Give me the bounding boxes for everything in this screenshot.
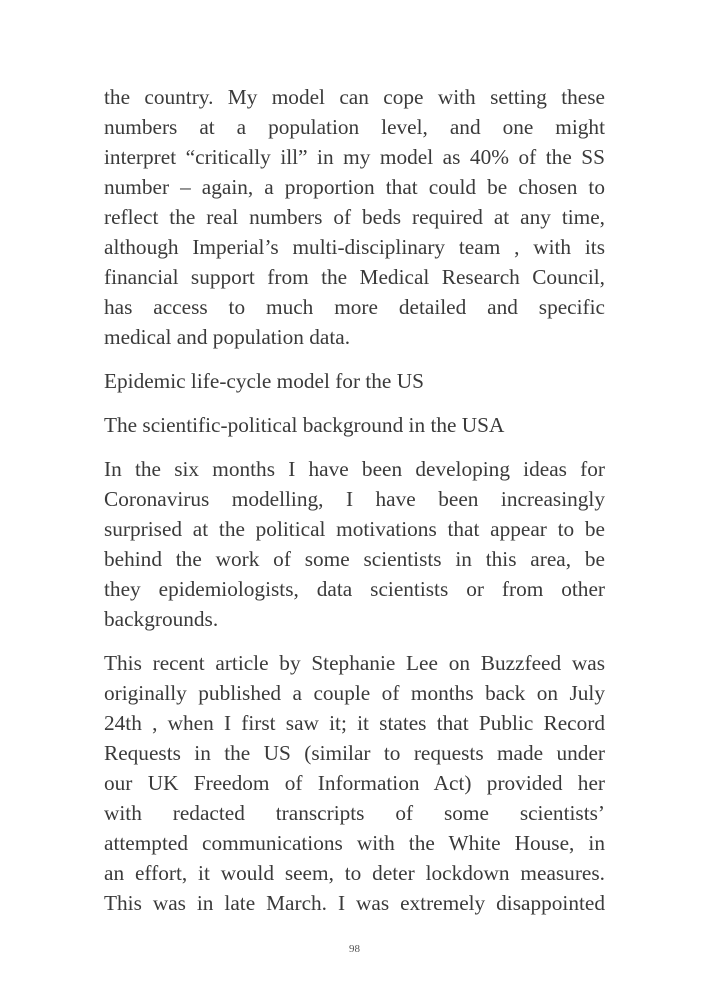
text-line: originally published a couple of months back on July xyxy=(104,681,605,705)
text-line: surprised at the political motivations that appear to be xyxy=(104,517,605,541)
text-line: although Imperial’s multi-disciplinary team , with its xyxy=(104,235,605,259)
section-heading-political-background xyxy=(104,410,605,440)
text-line: reflect the real numbers of beds required at any time, xyxy=(104,205,605,229)
text-line: numbers at a population level, and one might xyxy=(104,115,605,139)
text-line: the country. My model can cope with setting these xyxy=(104,85,605,109)
paragraph-model-population xyxy=(104,82,605,352)
heading-text: The scientific-political background in the USA xyxy=(104,413,505,437)
text-line: financial support from the Medical Research Council, xyxy=(104,265,605,289)
text-line: This was in late March. I was extremely disappointed xyxy=(104,891,605,915)
text-line: 24th , when I first saw it; it states that Public Record xyxy=(104,711,605,735)
text-line: This recent article by Stephanie Lee on Buzzfeed was xyxy=(104,651,605,675)
text-line: number – again, a proportion that could be chosen to xyxy=(104,175,605,199)
section-heading-epidemic-model xyxy=(104,366,605,396)
paragraph-buzzfeed-article xyxy=(104,648,605,918)
paragraph-six-months xyxy=(104,454,605,634)
heading-text: Epidemic life-cycle model for the US xyxy=(104,369,424,393)
text-line: has access to much more detailed and specific xyxy=(104,295,605,319)
text-line: In the six months I have been developing ideas for xyxy=(104,457,605,481)
document-page xyxy=(104,82,605,932)
text-line: our UK Freedom of Information Act) provided her xyxy=(104,771,605,795)
text-line: Coronavirus modelling, I have been increasingly xyxy=(104,487,605,511)
text-line: an effort, it would seem, to deter lockdown measures. xyxy=(104,861,605,885)
page-number: 98 xyxy=(349,943,360,955)
text-line: backgrounds. xyxy=(104,607,219,631)
text-line: attempted communications with the White House, in xyxy=(104,831,605,855)
text-line: they epidemiologists, data scientists or from other xyxy=(104,577,605,601)
text-line: medical and population data. xyxy=(104,325,351,349)
text-line: Requests in the US (similar to requests made under xyxy=(104,741,605,765)
text-line: with redacted transcripts of some scientists’ xyxy=(104,801,605,825)
text-line: interpret “critically ill” in my model as 40% of the SS xyxy=(104,145,605,169)
text-line: behind the work of some scientists in this area, be xyxy=(104,547,605,571)
